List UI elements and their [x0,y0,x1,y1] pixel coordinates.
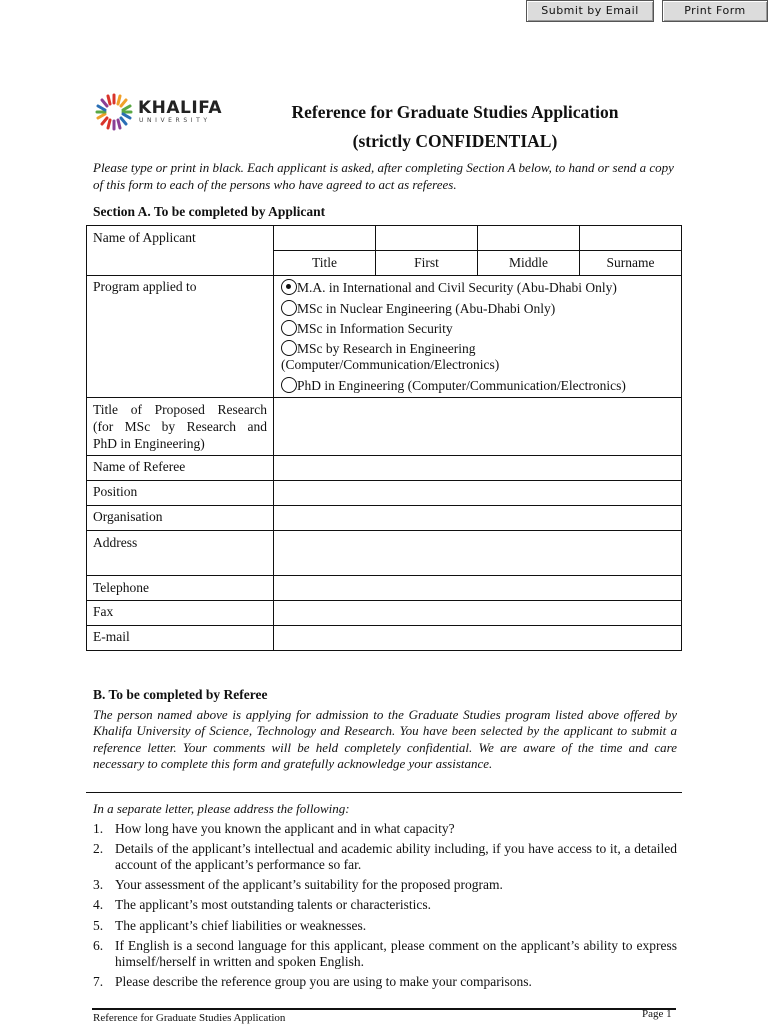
organisation-label: Organisation [93,509,163,524]
program-option-msc-infosec[interactable]: MSc in Information Security [281,320,453,337]
fax-input[interactable] [274,601,681,625]
name-of-applicant-label: Name of Applicant [93,230,196,245]
title-input[interactable] [274,226,375,250]
logo-emblem-icon [94,92,134,132]
program-option-msc-research[interactable]: MSc by Research in Engineering [281,340,475,357]
section-b-heading: B. To be completed by Referee [93,687,268,702]
radio-selected-icon[interactable] [281,279,297,295]
footer-title: Reference for Graduate Studies Application [93,1012,286,1024]
section-b-instruction: In a separate letter, please address the following: [93,801,350,816]
position-input[interactable] [274,481,681,505]
footer-rule [92,1008,676,1010]
telephone-input[interactable] [274,576,681,600]
submit-by-email-button[interactable]: Submit by Email [526,0,654,22]
address-input[interactable] [274,531,681,575]
intro-text: Please type or print in black. Each applicant is asked, after completing Section A below, to hand or send a copy of this form to each of the persons who have agreed to act as referees. [93,160,674,192]
radio-icon[interactable] [281,300,297,316]
print-form-button[interactable]: Print Form [662,0,768,22]
khalifa-university-logo [94,92,234,132]
email-label: E-mail [93,629,130,644]
page-subtitle: (strictly CONFIDENTIAL) [352,131,558,151]
radio-icon[interactable] [281,377,297,393]
page-title: Reference for Graduate Studies Application [291,102,619,122]
program-option-msc-research-line2: (Computer/Communication/Electronics) [281,357,500,372]
program-option-phd[interactable]: PhD in Engineering (Computer/Communication/Electronics) [281,377,626,394]
name-of-referee-label: Name of Referee [93,459,186,474]
position-label: Position [93,484,138,499]
surname-column-label: Surname [606,255,655,270]
radio-icon[interactable] [281,340,297,356]
telephone-label: Telephone [93,580,150,595]
program-option-msc-nuclear[interactable]: MSc in Nuclear Engineering (Abu-Dhabi Only) [281,300,555,317]
program-applied-label: Program applied to [93,279,197,294]
title-column-label: Title [311,255,338,270]
logo-subtitle: UNIVERSITY [139,117,211,124]
section-a-heading: Section A. To be completed by Applicant [93,204,326,219]
first-column-label: First [414,255,439,270]
address-label: Address [93,535,138,550]
first-name-input[interactable] [376,226,477,250]
email-input[interactable] [274,626,681,650]
radio-icon[interactable] [281,320,297,336]
logo-name: KHALIFA [138,98,223,118]
surname-input[interactable] [580,226,681,250]
section-b-paragraph: The person named above is applying for admission to the Graduate Studies program listed above offered by Khalifa University of Science, Technology and Research. You have been selected by the applicant to submit a reference letter. Your comments will be held completely confidential. We are aware of the time and care necessary to complete this form and gratefully acknowledge your assistance. [93,707,677,771]
middle-column-label: Middle [509,255,548,270]
research-title-input[interactable] [274,398,681,455]
organisation-input[interactable] [274,506,681,530]
divider [86,792,682,793]
fax-label: Fax [93,604,114,619]
middle-name-input[interactable] [478,226,579,250]
referee-name-input[interactable] [274,456,681,480]
footer-page-number: Page 1 [642,1008,672,1020]
program-option-ma-security[interactable]: M.A. in International and Civil Security (Abu-Dhabi Only) [281,279,617,296]
research-title-label: Title of Proposed Research (for MSc by Research and PhD in Engineering) [93,402,267,451]
